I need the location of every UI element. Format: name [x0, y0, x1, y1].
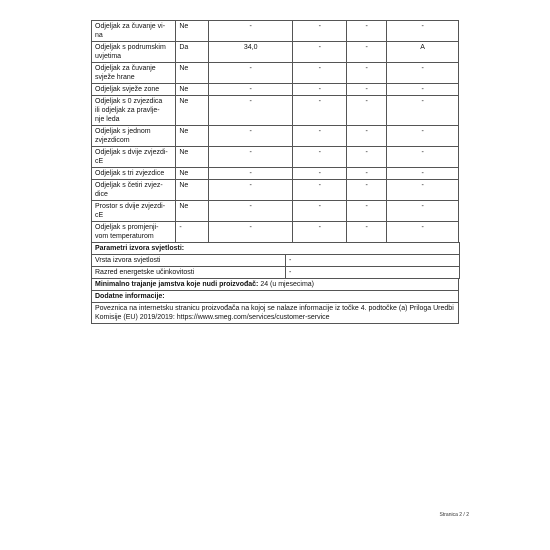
compartment-row — [92, 96, 459, 126]
warranty-value: 24 (u mjesecima) — [260, 281, 315, 288]
compartment-volume: - — [209, 180, 293, 201]
compartment-present: Ne — [176, 21, 209, 42]
compartment-volume: - — [209, 21, 293, 42]
compartment-row — [92, 147, 459, 168]
compartment-row — [92, 63, 459, 84]
compartment-class: - — [387, 84, 459, 96]
compartment-row — [92, 42, 459, 63]
additional-text: Poveznica na internetsku stranicu proizvođača na kojoj se nalaze informacije iz točke 4. podtočke (a) Priloga Uredbi Komisije (EU) 2019/2019: https://www.smeg.com/services/customer-service — [92, 303, 459, 324]
compartment-value-2: - — [293, 147, 347, 168]
compartment-name: Prostor s dvije zvjezdi- cE — [92, 201, 176, 222]
compartment-value-2: - — [293, 63, 347, 84]
compartment-value-2: - — [293, 180, 347, 201]
additional-text-row — [92, 303, 459, 324]
compartment-name: Odjeljak za čuvanje vi- na — [92, 21, 176, 42]
compartment-value-2: - — [293, 168, 347, 180]
energy-class-value: - — [286, 267, 460, 279]
compartment-row — [92, 126, 459, 147]
energy-class-row — [92, 267, 460, 279]
compartment-value-3: - — [347, 84, 387, 96]
warranty-cell — [92, 279, 459, 291]
compartment-class: - — [387, 63, 459, 84]
light-source-type-label: Vrsta izvora svjetlosti — [92, 255, 286, 267]
compartment-value-2: - — [293, 84, 347, 96]
compartment-row — [92, 84, 459, 96]
compartment-volume: - — [209, 63, 293, 84]
compartment-value-3: - — [347, 180, 387, 201]
compartment-value-2: - — [293, 222, 347, 243]
light-source-type-row — [92, 255, 460, 267]
compartment-class: - — [387, 222, 459, 243]
compartment-volume: - — [209, 222, 293, 243]
compartment-row — [92, 21, 459, 42]
compartment-class: - — [387, 96, 459, 126]
compartment-value-3: - — [347, 222, 387, 243]
compartment-value-3: - — [347, 21, 387, 42]
compartment-class: - — [387, 168, 459, 180]
compartment-volume: - — [209, 84, 293, 96]
compartment-name: Odjeljak s podrumskim uvjetima — [92, 42, 176, 63]
compartment-name: Odjeljak s 0 zvjezdica ili odjeljak za pravlje- nje leda — [92, 96, 176, 126]
compartment-value-3: - — [347, 147, 387, 168]
compartment-present: Ne — [176, 201, 209, 222]
compartment-present: Ne — [176, 168, 209, 180]
compartment-volume: - — [209, 201, 293, 222]
warranty-row — [92, 279, 459, 291]
compartment-name: Odjeljak s promjenji- vom temperaturom — [92, 222, 176, 243]
compartment-value-2: - — [293, 21, 347, 42]
compartment-value-2: - — [293, 201, 347, 222]
energy-class-label: Razred energetske učinkovitosti — [92, 267, 286, 279]
compartment-row — [92, 168, 459, 180]
compartment-volume: - — [209, 126, 293, 147]
compartment-class: A — [387, 42, 459, 63]
compartment-present: - — [176, 222, 209, 243]
compartment-class: - — [387, 147, 459, 168]
compartment-name: Odjeljak za čuvanje svježe hrane — [92, 63, 176, 84]
compartment-row — [92, 201, 459, 222]
warranty-label: Minimalno trajanje jamstva koje nudi proizvođač: — [95, 281, 259, 288]
compartment-value-3: - — [347, 201, 387, 222]
compartment-row — [92, 222, 459, 243]
page-number: Stranica 2 / 2 — [439, 512, 469, 518]
compartment-value-2: - — [293, 42, 347, 63]
compartment-present: Ne — [176, 63, 209, 84]
compartment-value-3: - — [347, 96, 387, 126]
compartment-present: Da — [176, 42, 209, 63]
compartment-value-3: - — [347, 63, 387, 84]
additional-heading-row — [92, 291, 459, 303]
compartment-present: Ne — [176, 147, 209, 168]
compartment-volume: - — [209, 168, 293, 180]
compartment-row — [92, 180, 459, 201]
compartment-table — [91, 20, 459, 243]
compartment-value-3: - — [347, 168, 387, 180]
additional-heading: Dodatne informacije: — [92, 291, 459, 303]
light-source-heading-row — [92, 243, 460, 255]
compartment-value-3: - — [347, 42, 387, 63]
compartment-name: Odjeljak s jednom zvjezdicom — [92, 126, 176, 147]
compartment-present: Ne — [176, 126, 209, 147]
compartment-volume: - — [209, 96, 293, 126]
compartment-value-2: - — [293, 96, 347, 126]
light-source-table — [91, 242, 460, 279]
compartment-name: Odjeljak s četiri zvjez- dice — [92, 180, 176, 201]
compartment-value-2: - — [293, 126, 347, 147]
compartment-class: - — [387, 201, 459, 222]
warranty-table — [91, 278, 459, 324]
compartment-present: Ne — [176, 84, 209, 96]
compartment-name: Odjeljak s tri zvjezdice — [92, 168, 176, 180]
compartment-name: Odjeljak s dvije zvjezdi- cE — [92, 147, 176, 168]
compartment-volume: 34,0 — [209, 42, 293, 63]
light-source-heading: Parametri izvora svjetlosti: — [92, 243, 460, 255]
compartment-value-3: - — [347, 126, 387, 147]
compartment-class: - — [387, 180, 459, 201]
compartment-present: Ne — [176, 96, 209, 126]
compartment-class: - — [387, 126, 459, 147]
compartment-class: - — [387, 21, 459, 42]
light-source-type-value: - — [286, 255, 460, 267]
compartment-name: Odjeljak svježe zone — [92, 84, 176, 96]
product-info-sheet — [91, 20, 459, 324]
compartment-table-body — [92, 21, 459, 243]
compartment-present: Ne — [176, 180, 209, 201]
compartment-volume: - — [209, 147, 293, 168]
